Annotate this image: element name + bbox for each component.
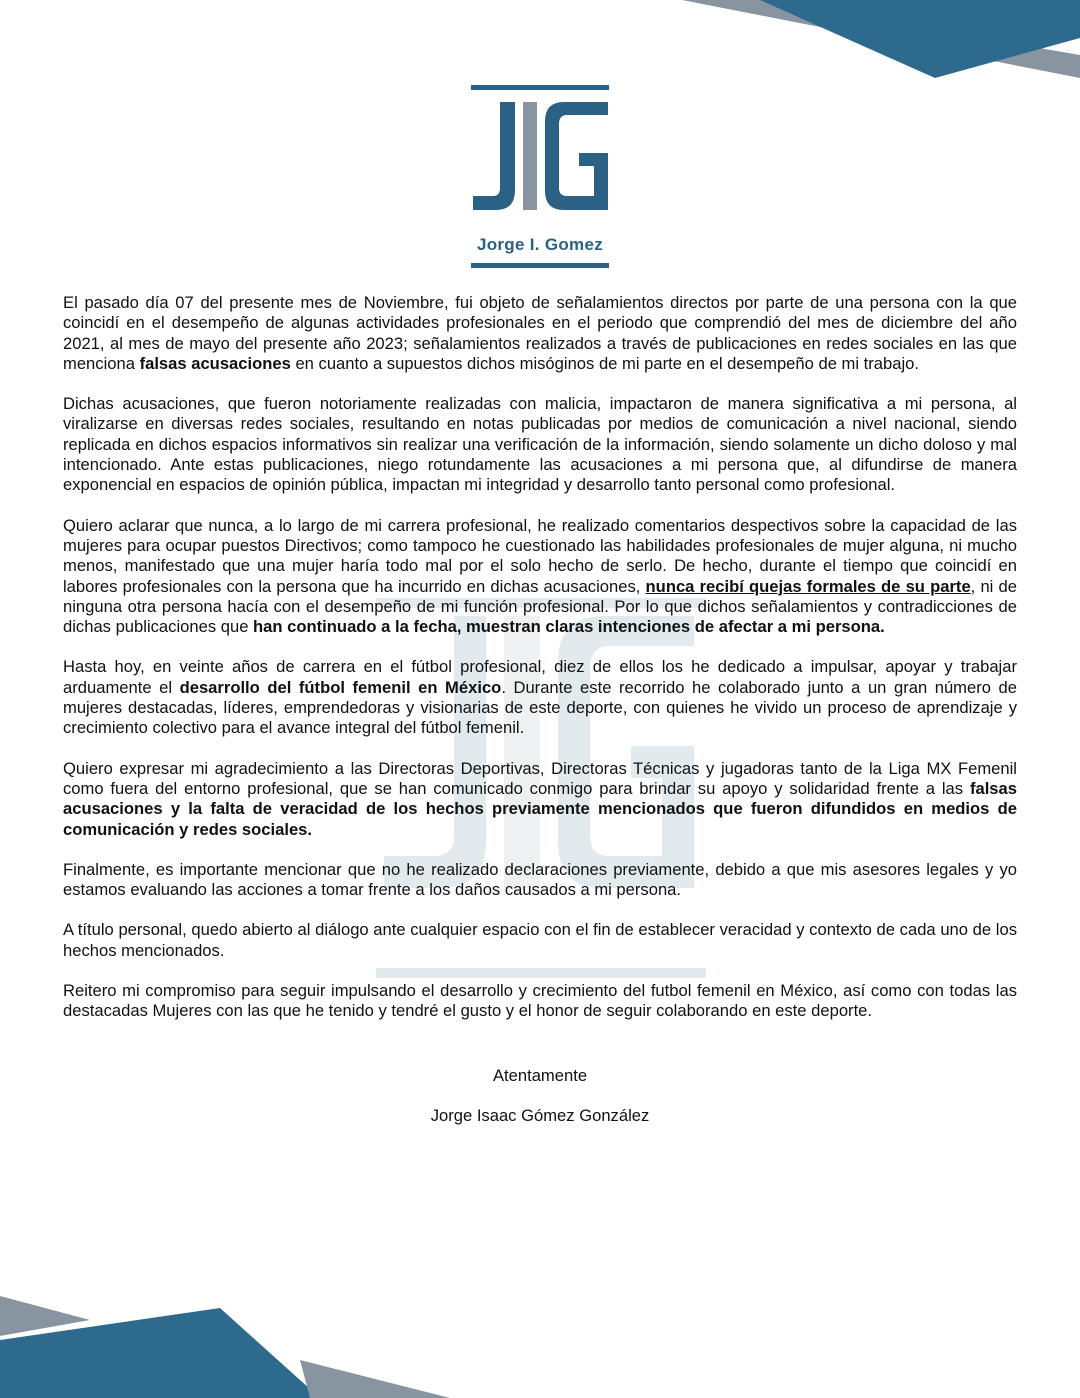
top-right-blue-shape [760,0,1080,78]
paragraph-text: Dichas acusaciones, que fueron notoriamente realizadas con malicia, impactaron de manera significativa a mi persona, al viralizarse en diversas redes sociales, resultando en notas publicadas por medios de comunicación a nivel nacional, siendo replicada en dichos espacios informativos sin realizar una verificación de la información, siendo solamente un dicho doloso y mal intencionado. Ante estas publicaciones, niego rotundamente las acusaciones a mi persona que, al difundirse de manera exponencial en espacios de opinión pública, impactan mi integridad y desarrollo tanto personal como profesional. [63,394,1017,495]
letter-body [63,293,1017,1042]
closing-salutation: Atentamente [492,1066,588,1085]
paragraph-4 [63,657,1017,738]
bold-text: han continuado a la fecha, muestran claras intenciones de afectar a mi persona. [253,617,885,637]
paragraph-text: . Durante este recorrido he colaborado junto a un gran número de mujeres destacadas, líderes, emprendedoras y visionarias de este deporte, con quienes he vivido un proceso de aprendizaje y crecimiento colectivo para el avance integral del fútbol femenil. [63,677,1017,738]
paragraph-text: Hasta hoy, en veinte años de carrera en el fútbol profesional, diez de ellos los he dedicado a impulsar, apoyar y trabajar arduamente el [63,657,1017,697]
logo-bottom-rule [471,263,609,268]
top-right-gray-shape [682,0,1080,78]
paragraph-text: Finalmente, es importante mencionar que no he realizado declaraciones previamente, debido a que mis asesores legales y yo estamos evaluando las acciones a tomar frente a los daños causados a mi persona. [63,859,1017,900]
paragraph-text: A título personal, quedo abierto al diálogo ante cualquier espacio con el fin de establecer veracidad y contexto de cada uno de los hechos mencionados. [63,920,1017,960]
bottom-left-gray-shape [0,1296,90,1336]
paragraph-6 [63,860,1017,901]
paragraph-text: El pasado día 07 del presente mes de Noviembre, fui objeto de señalamientos directos por parte de una persona con la que coincidí en el desempeño de algunas actividades profesionales en el periodo que comprendió del mes de diciembre del año 2021, al mes de mayo del presente año 2023; señalamientos realizados a través de publicaciones en redes sociales en las que menciona [63,293,1017,373]
paragraph-text: Reitero mi compromiso para seguir impulsando el desarrollo y crecimiento del futbol femenil en México, así como con todas las destacadas Mujeres con las que he tenido y tendré el gusto y el honor de seguir colaborando en este deporte. [63,981,1017,1021]
paragraph-2 [63,394,1017,495]
bold-text: desarrollo del fútbol femenil en México [179,677,502,697]
bottom-left-blue-shape [0,1308,320,1398]
paragraph-text: Quiero expresar mi agradecimiento a las Directoras Deportivas, Directoras Técnicas y jugadoras tanto de la Liga MX Femenil como fuera del entorno profesional, que se han comunicado conmigo para brindar su apoyo y solidaridad frente a las [63,758,1017,798]
logo [471,85,609,269]
paragraph-7 [63,920,1017,961]
logo-top-rule [471,85,609,90]
paragraph-8 [63,981,1017,1022]
bold-text: falsas acusaciones [139,353,291,373]
paragraph-3 [63,516,1017,638]
paragraph-text: , ni de ninguna otra persona hacía con el desempeño de mi función profesional. Por lo que dichos señalamientos y contradicciones de dichas publicaciones que [63,576,1017,637]
paragraph-text: en cuanto a supuestos dichos misóginos de mi parte en el desempeño de mi trabajo. [290,353,920,373]
bold-text: falsas acusaciones y la falta de veracidad de los hechos previamente mencionados que fueron difundidos en medios de comunicación y redes sociales. [63,778,1017,839]
paragraph-5 [63,759,1017,840]
logo-name: Jorge I. Gomez [476,235,604,254]
paragraph-text: Quiero aclarar que nunca, a lo largo de mi carrera profesional, he realizado comentarios despectivos sobre la capacidad de las mujeres para ocupar puestos Directivos; como tampoco he cuestionado las habilidades profesionales de mujer alguna, ni mucho menos, manifestado que una mujer haría todo mal por el solo hecho de serlo. De hecho, durante el tiempo que coincidí en labores profesionales con la persona que ha incurrido en dichas acusaciones, [63,515,1017,596]
paragraph-1 [63,293,1017,374]
signature-name: Jorge Isaac Gómez González [430,1106,650,1125]
underlined-bold-text: nunca recibí quejas formales de su parte [645,576,971,596]
logo-monogram [471,98,609,218]
bottom-gray-sliver [300,1360,450,1398]
